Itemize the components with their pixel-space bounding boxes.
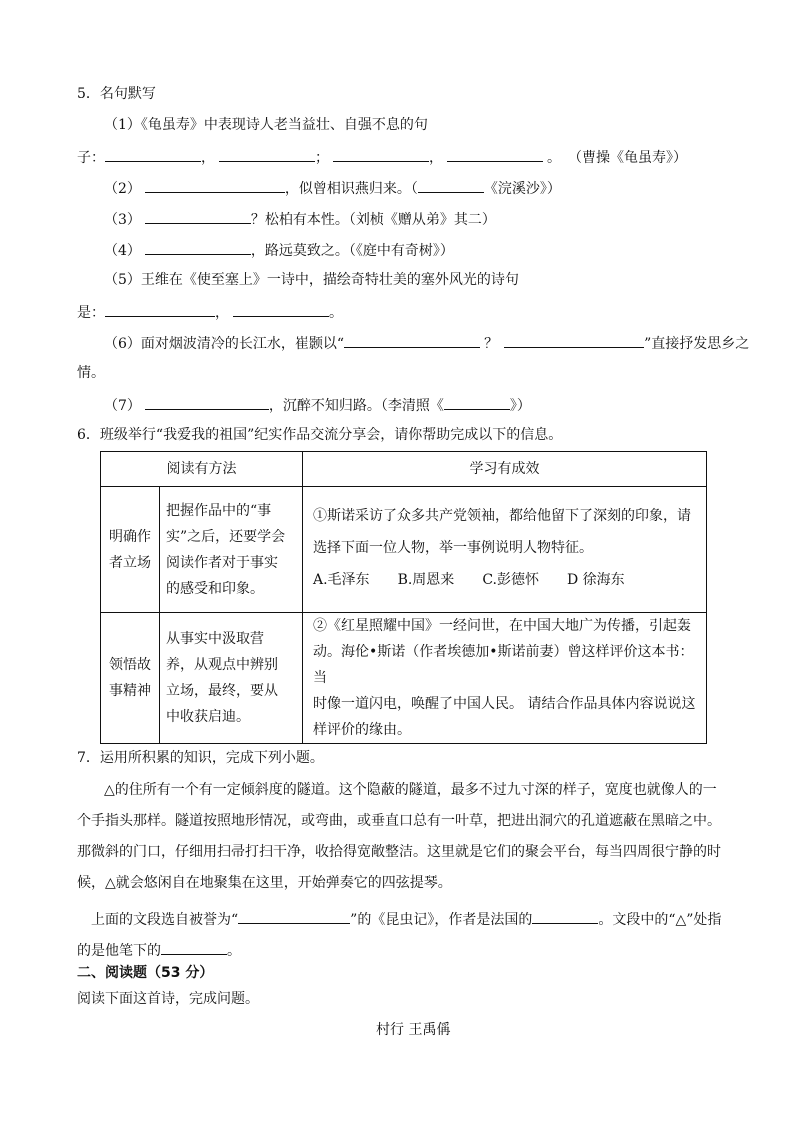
q5-item1-blanks xyxy=(77,147,687,167)
row1-category xyxy=(101,487,160,613)
item-number: （7） xyxy=(104,398,141,414)
q7-question-end xyxy=(77,940,241,960)
punct: ？ xyxy=(484,336,499,352)
q5-title: 5．名句默写 xyxy=(77,86,156,102)
q6-title: 6．班级举行“我爱我的祖国”纪实作品交流分享会，请你帮助完成以下的信息。 xyxy=(77,427,563,443)
q5-item6 xyxy=(104,333,749,353)
q5-item3-text: ？松柏有本性。（刘桢《赠从弟》其二） xyxy=(250,212,496,228)
q7-passage-line: 个手指头那样。隧道按照地形情况，或弯曲，或垂直口总有一叶草，把进出洞穴的孔道遮蔽在黑暗之中。 xyxy=(77,813,721,829)
answer-blank[interactable] xyxy=(105,302,215,317)
q7-passage-line: △的住所有一个有一定倾斜度的隧道。这个隐蔽的隧道，最多不过九寸深的样子，宽度也就像人的一 xyxy=(104,782,717,798)
method-line: 实”之后，还要学会 xyxy=(166,528,286,545)
answer-blank[interactable] xyxy=(418,178,484,193)
method-line: 从事实中汲取营 xyxy=(166,631,264,647)
section2-intro: 阅读下面这首诗，完成问题。 xyxy=(77,991,259,1007)
q5-item2-text: ，似曾相识燕归来。（ xyxy=(284,181,418,197)
punct: 。 xyxy=(547,150,561,166)
answer-blank[interactable] xyxy=(333,147,429,162)
row2-task xyxy=(303,613,707,744)
q5-item3 xyxy=(104,209,496,229)
option-b[interactable]: B.周恩来 xyxy=(397,571,455,588)
q7-title: 7．运用所积累的知识，完成下列小题。 xyxy=(77,750,324,766)
item-number: （3） xyxy=(104,212,141,228)
method-line: 的感受和印象。 xyxy=(166,580,264,597)
method-line: 中收获启迪。 xyxy=(166,709,250,725)
q7-passage-line: 那微斜的门口，仔细用扫帚打扫干净，收拾得宽敞整洁。这里就是它们的聚会平台，每当四周很宁静的时 xyxy=(77,844,721,860)
q5-item4-text: ，路远莫致之。（《庭中有奇树》） xyxy=(250,243,454,259)
punct: ， xyxy=(215,305,229,321)
option-d[interactable]: D 徐海东 xyxy=(566,571,625,588)
q6-table xyxy=(100,451,707,744)
table-row xyxy=(101,613,707,744)
q7-question-text: 。文段中的“△”处指 xyxy=(598,912,722,928)
punct: ， xyxy=(201,150,215,166)
row2-method xyxy=(160,613,303,744)
header-result: 学习有成效 xyxy=(303,452,707,487)
task-line: ②《红星照耀中国》一经问世，在中国大地广为传播，引起轰 xyxy=(313,618,691,634)
task-line: 动。海伦•斯诺（作者埃德加•斯诺前妻）曾这样评价这本书：当 xyxy=(313,644,694,686)
section2-title: 二、阅读题（53 分） xyxy=(77,965,214,981)
answer-blank[interactable] xyxy=(161,940,227,955)
q5-item6-text-end: ”直接抒发思乡之 xyxy=(644,336,750,352)
table-row xyxy=(101,487,707,613)
method-line: 把握作品中的“事 xyxy=(166,502,272,519)
answer-blank[interactable] xyxy=(219,147,315,162)
item-number: （2） xyxy=(104,181,141,197)
row1-method xyxy=(160,487,303,613)
punct: ， xyxy=(429,150,443,166)
answer-blank[interactable] xyxy=(344,333,480,348)
answer-blank[interactable] xyxy=(238,909,350,924)
answer-blank[interactable] xyxy=(145,209,251,224)
q5-item1-text: （1）《龟虽寿》中表现诗人老当益壮、自强不息的句 xyxy=(104,117,428,133)
q7-question-text: 的是他笔下的 xyxy=(77,943,161,959)
answer-blank[interactable] xyxy=(233,302,329,317)
answer-blank[interactable] xyxy=(105,147,201,162)
q7-question-text: ”的《昆虫记》，作者是法国的 xyxy=(350,912,533,928)
punct: 。 xyxy=(227,943,241,959)
options xyxy=(313,567,696,593)
q5-item5-text: （5）王维在《使至塞上》一诗中，描绘奇特壮美的塞外风光的诗句 xyxy=(104,272,519,288)
task-line: ①斯诺采访了众多共产党领袖，都给他留下了深刻的印象，请 xyxy=(313,507,691,524)
method-line: 阅读作者对于事实 xyxy=(166,554,278,571)
option-c[interactable]: C.彭德怀 xyxy=(482,571,539,588)
q5-item6-end: 情。 xyxy=(77,365,105,381)
q5-item2 xyxy=(104,178,561,198)
answer-blank[interactable] xyxy=(532,909,598,924)
table-header-row xyxy=(101,452,707,487)
task-line: 样评价的缘由。 xyxy=(313,722,411,738)
q5-item7-text: ，沉醉不知归路。（李清照《 xyxy=(268,398,444,414)
q5-item1-prefix: 子： xyxy=(77,150,105,166)
q5-item4 xyxy=(104,240,454,260)
option-a[interactable]: A.毛泽东 xyxy=(313,571,370,588)
punct: 。 xyxy=(329,305,343,321)
category-line: 领悟故 xyxy=(109,657,151,673)
q5-item2-source: 《浣溪沙》） xyxy=(483,181,561,197)
row1-task xyxy=(303,487,707,613)
method-line: 养，从观点中辨别 xyxy=(166,657,278,673)
q7-question-text: 上面的文段选自被誉为“ xyxy=(91,912,239,928)
q5-item1-source: （曹操《龟虽寿》） xyxy=(575,150,687,166)
q5-item7-end: 》） xyxy=(509,398,531,414)
answer-blank[interactable] xyxy=(145,395,269,410)
q5-item6-text: （6）面对烟波清冷的长江水，崔颢以“ xyxy=(104,336,345,352)
row2-category xyxy=(101,613,160,744)
item-number: （4） xyxy=(104,243,141,259)
q5-item7 xyxy=(104,395,531,415)
task-line: 选择下面一位人物，举一事例说明人物特征。 xyxy=(313,539,593,556)
poem-title: 村行 王禹偁 xyxy=(376,1022,451,1038)
answer-blank[interactable] xyxy=(444,395,510,410)
category-line: 者立场 xyxy=(109,554,151,571)
answer-blank[interactable] xyxy=(504,333,644,348)
q7-passage-line: 候，△就会悠闲自在地聚集在这里，开始弹奏它的四弦提琴。 xyxy=(77,875,452,891)
q7-question xyxy=(91,909,721,929)
method-line: 立场，最终，要从 xyxy=(166,683,278,699)
category-line: 明确作 xyxy=(109,528,151,545)
category-line: 事精神 xyxy=(109,683,151,699)
q5-item5-blanks xyxy=(77,302,343,322)
answer-blank[interactable] xyxy=(447,147,543,162)
task-line: 时像一道闪电，唤醒了中国人民。 请结合作品具体内容说说这 xyxy=(313,696,696,712)
header-method: 阅读有方法 xyxy=(101,452,303,487)
answer-blank[interactable] xyxy=(145,240,251,255)
q5-item5-prefix: 是： xyxy=(77,305,105,321)
punct: ； xyxy=(315,150,329,166)
answer-blank[interactable] xyxy=(145,178,285,193)
